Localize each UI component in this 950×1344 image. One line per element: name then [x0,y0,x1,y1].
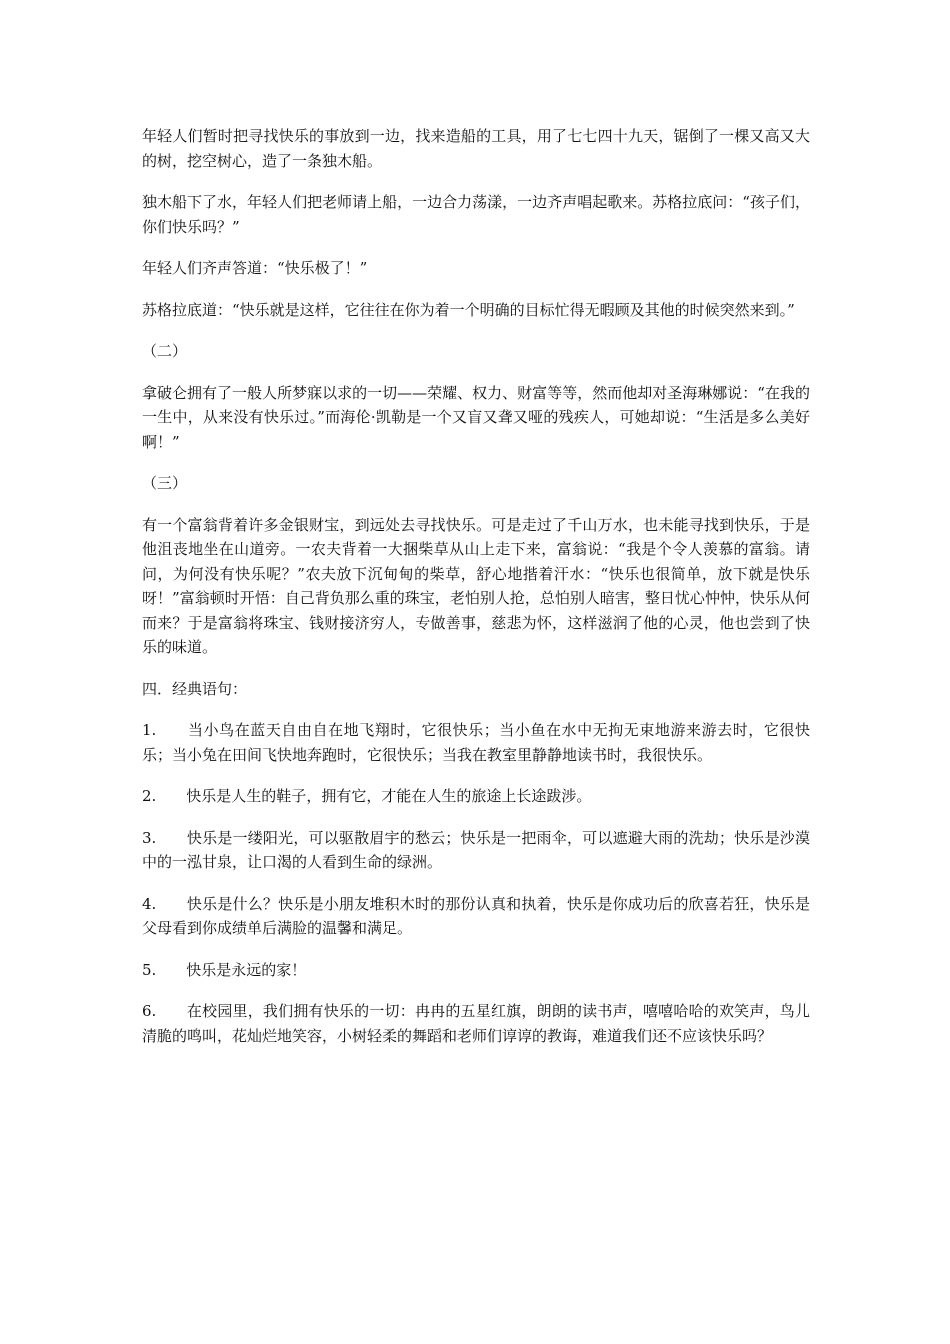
paragraph: 年轻人们暂时把寻找快乐的事放到一边，找来造船的工具，用了七七四十九天，锯倒了一棵又高又大的树，挖空树心，造了一条独木船。 [142,127,810,170]
paragraph: 拿破仑拥有了一般人所梦寐以求的一切——荣耀、权力、财富等等，然而他却对圣海琳娜说：“在我的一生中，从来没有快乐过。”而海伦·凯勒是一个又盲又聋又哑的残疾人，可她却说：“生活是多么美好啊！” [142,383,810,451]
quote-item: 4. 快乐是什么？快乐是小朋友堆积木时的那份认真和执着，快乐是你成功后的欣喜若狂，快乐是父母看到你成绩单后满脸的温馨和满足。 [142,894,810,937]
document-body [142,124,810,1065]
paragraph: 独木船下了水，年轻人们把老师请上船，一边合力荡漾，一边齐声唱起歌来。苏格拉底问：“孩子们，你们快乐吗？” [142,193,810,236]
quote-item: 3. 快乐是一缕阳光，可以驱散眉宇的愁云；快乐是一把雨伞，可以遮避大雨的洗劫；快乐是沙漠中的一泓甘泉，让口渴的人看到生命的绿洲。 [142,828,810,871]
quote-item: 1. 当小鸟在蓝天自由自在地飞翔时，它很快乐；当小鱼在水中无拘无束地游来游去时，它很快乐；当小兔在田间飞快地奔跑时，它很快乐；当我在教室里静静地读书时，我很快乐。 [142,721,810,764]
section-heading: 四．经典语句： [142,679,248,698]
quote-item: 5. 快乐是永远的家！ [142,960,307,979]
section-heading: （二） [142,342,188,360]
paragraph: 苏格拉底道：“快乐就是这样，它往往在你为着一个明确的目标忙得无暇顾及其他的时候突然来到。” [142,300,795,319]
section-heading: （三） [142,474,188,492]
quote-item: 2. 快乐是人生的鞋子，拥有它，才能在人生的旅途上长途跋涉。 [142,787,592,805]
paragraph: 年轻人们齐声答道：“快乐极了！” [142,259,368,277]
quote-item: 6. 在校园里，我们拥有快乐的一切：冉冉的五星红旗，朗朗的读书声，嘻嘻哈哈的欢笑声，鸟儿清脆的鸣叫，花灿烂地笑容，小树轻柔的舞蹈和老师们谆谆的教诲，难道我们还不应该快乐吗？ [142,1002,810,1045]
paragraph: 有一个富翁背着许多金银财宝，到远处去寻找快乐。可是走过了千山万水，也未能寻找到快乐，于是他沮丧地坐在山道旁。一农夫背着一大捆柴草从山上走下来，富翁说：“我是个令人羡慕的富翁。请问，为何没有快乐呢？”农夫放下沉甸甸的柴草，舒心地揩着汗水：“快乐也很简单，放下就是快乐呀！”富翁顿时开悟：自己背负那么重的珠宝，老怕别人抢，总怕别人暗害，整日忧心忡忡，快乐从何而来？于是富翁将珠宝、钱财接济穷人，专做善事，慈悲为怀，这样滋润了他的心灵，他也尝到了快乐的味道。 [142,515,810,656]
